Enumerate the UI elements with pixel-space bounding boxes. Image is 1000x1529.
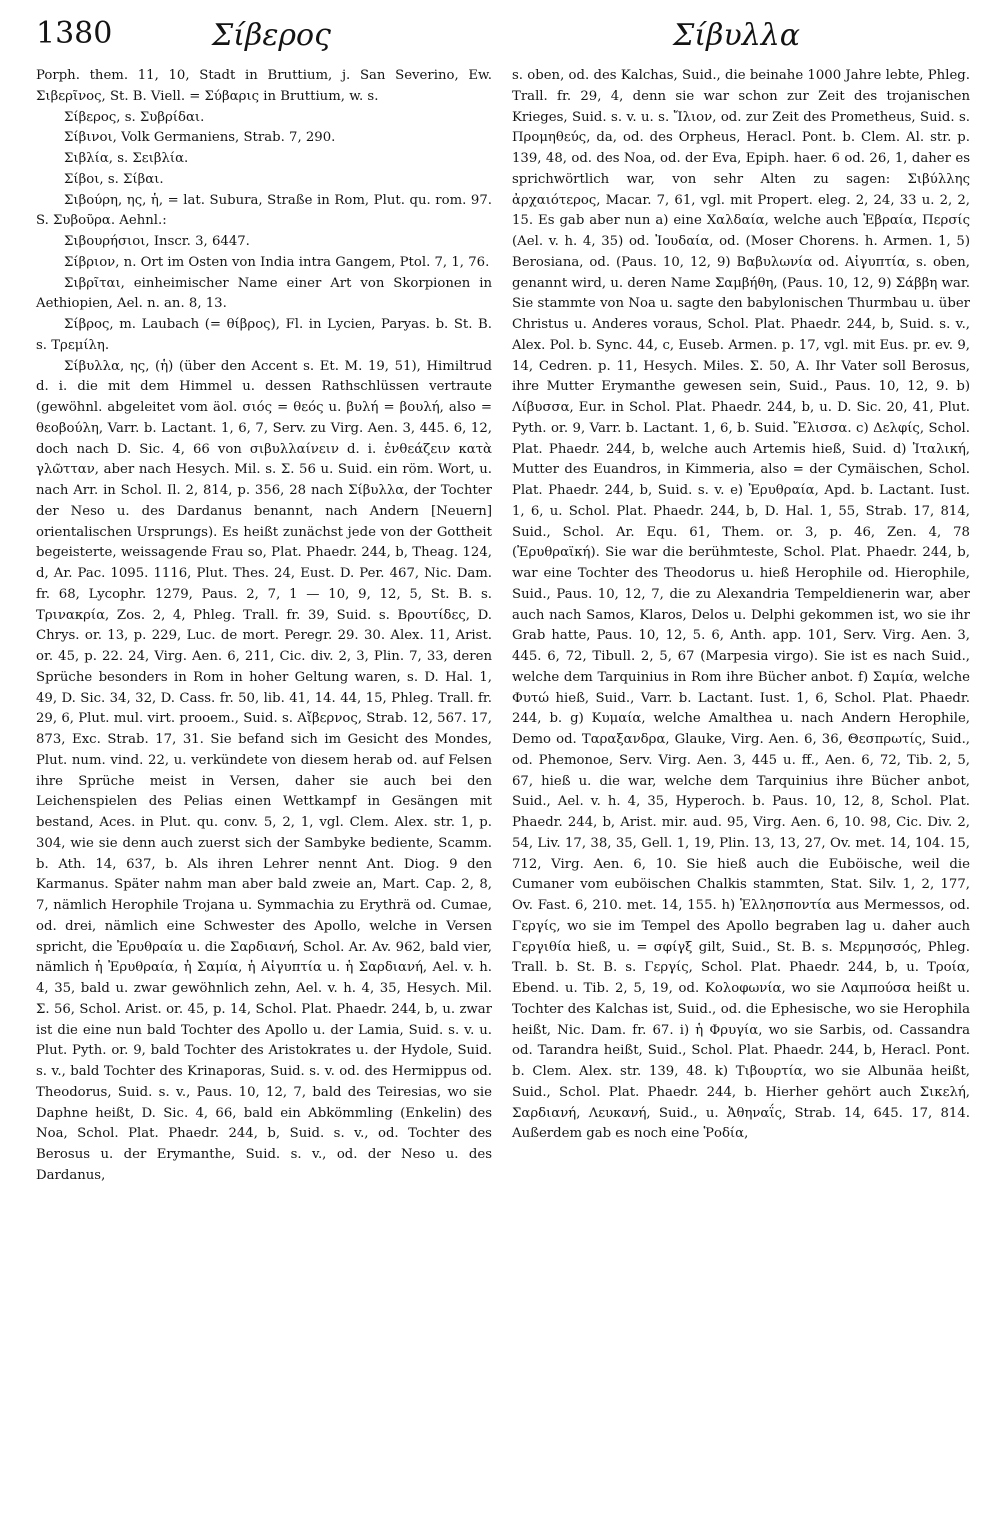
- right-column: [512, 66, 970, 1145]
- dictionary-entry: Σίβυλλα, ης, (ἡ) (über den Accent s. Et. M. 19, 51), Himiltrud d. i. die mit dem Himmel u. dessen Rathschlüssen vertraute (gewöhnl. abgeleitet vom äol. σιός = θεός u. βυλή = βουλή, also = θεοβούλη, Varr. b. Lactant. 1, 6, 7, Serv. zu Virg. Aen. 3, 445. 6, 12, doch nach D. Sic. 4, 66 von σιβυλλαίνειν d. i. ἐνθεάζειν κατὰ γλῶτταν, aber nach Hesych. Mil. s. Σ. 56 u. Suid. ein röm. Wort, u. nach Arr. in Schol. Il. 2, 814, p. 356, 28 nach Σίβυλλα, der Tochter der Neso u. des Dardanus benannt, nach Andern [Neuern] orientalischen Ursprungs). Es heißt zunächst jede von der Gottheit begeisterte, weissagende Frau so, Plat. Phaedr. 244, b, Theag. 124, d, Ar. Pac. 1095. 1116, Plut. Thes. 24, Eust. D. Per. 467, Nic. Dam. fr. 68, Lycophr. 1279, Paus. 2, 7, 1 — 10, 9, 12, 5, St. B. s. Τρινακρία, Zos. 2, 4, Phleg. Trall. fr. 39, Suid. s. Βρουτίδες, D. Chrys. or. 13, p. 229, Luc. de mort. Peregr. 29. 30. Alex. 11, Arist. or. 45, p. 22. 24, Virg. Aen. 6, 211, Cic. div. 2, 3, Plin. 7, 33, deren Sprüche besonders in Rom in hoher Geltung waren, s. D. Hal. 1, 49, D. Sic. 34, 32, D. Cass. fr. 50, lib. 41, 14. 44, 15, Phleg. Trall. fr. 29, 6, Plut. mul. virt. prooem., Suid. s. Αἴβερνος, Strab. 12, 567. 17, 873, Exc. Strab. 17, 31. Sie befand sich im Gesicht des Mondes, Plut. num. vind. 22, u. verkündete von diesem herab od. auf Felsen ihre Sprüche meist in Versen, daher sie auch bei den Leichenspielen des Pelias einen Wettkampf in Gesängen mit bestand, Aces. in Plut. qu. conv. 5, 2, 1, vgl. Clem. Alex. str. 1, p. 304, wie sie denn auch zuerst sich der Sambyke bediente, Scamm. b. Ath. 14, 637, b. Als ihren Lehrer nennt Ant. Diog. 9 den Karmanus. Später nahm man aber bald zweie an, Mart. Cap. 2, 8, 7, nämlich Herophile Trojana u. Symmachia zu Erythrä od. Cumae, od. drei, nämlich eine Schwester des Apollo, welche in Versen spricht, die Ἐρυθραία u. die Σαρδιανή, Schol. Ar. Av. 962, bald vier, nämlich ἡ Ἐρυθραία, ἡ Σαμία, ἡ Αἰγυπτία u. ἡ Σαρδιανή, Ael. v. h. 4, 35, bald u. zwar gewöhnlich zehn, Ael. v. h. 4, 35, Hesych. Mil. Σ. 56, Schol. Arist. or. 45, p. 14, Schol. Plat. Phaedr. 244, b, u. zwar ist die eine nun bald Tochter des Apollo u. der Lamia, Suid. s. v. u. Plut. Pyth. or. 9, bald Tochter des Aristokrates u. der Hydole, Suid. s. v., bald Tochter des Krinaporas, Suid. s. v. od. des Hermippus od. Theodorus, Suid. s. v., Paus. 10, 12, 7, bald des Teiresias, wo sie Daphne heißt, D. Sic. 4, 66, bald ein Abkömmling (Enkelin) des Noa, Schol. Plat. Phaedr. 244, b, Suid. s. v., od. Tochter des Berosus u. der Erymanthe, Suid. s. v., od. der Neso u. des Dardanus,: [36, 358, 492, 1183]
- left-running-head: Σίβερος: [212, 18, 331, 53]
- dictionary-entry: Σίβινοι, Volk Germaniens, Strab. 7, 290.: [64, 130, 336, 146]
- dictionary-entry: Σιβούρη, ης, ἡ, = lat. Subura, Straße in Rom, Plut. qu. rom. 97. S. Συβοῦρα. Aehnl.:: [36, 192, 492, 229]
- left-column: [36, 66, 492, 1187]
- dictionary-entry: Σιβουρήσιοι, Inscr. 3, 6447.: [64, 234, 250, 249]
- dictionary-entry: Σίβερος, s. Συβρίδαι.: [64, 109, 205, 125]
- dictionary-entry: Σίβοι, s. Σίβαι.: [64, 171, 164, 187]
- dictionary-entry: Σίβριον, n. Ort im Osten von India intra Gangem, Ptol. 7, 1, 76.: [64, 254, 490, 270]
- right-running-head: Σίβυλλα: [673, 18, 800, 53]
- entry-continuation: Porph. them. 11, 10, Stadt in Bruttium, j. San Severino, Ew. Σιβερῖνος, St. B. Viell. = Σύβαρις in Bruttium, w. s.: [36, 68, 492, 104]
- dictionary-entry: Σίβρος, m. Laubach (= θίβρος), Fl. in Lycien, Paryas. b. St. B. s. Τρεμίλη.: [36, 317, 492, 353]
- entry-continuation: s. oben, od. des Kalchas, Suid., die beinahe 1000 Jahre lebte, Phleg. Trall. fr. 29, 4, denn sie war schon zur Zeit des trojanischen Krieges, Suid. s. v. u. s. Ἴλιον, od. zur Zeit des Prometheus, Suid. s. Προμηθεύς, da, od. des Orpheus, Heracl. Pont. b. Clem. Al. str. p. 139, 48, od. des Noa, od. der Eva, Epiph. haer. 6 od. 26, 1, daher es sprichwörtlich war, von sehr Alten zu sagen: Σιβύλλης ἀρχαιότερος, Macar. 7, 61, vgl. mit Propert. eleg. 2, 24, 33 u. 2, 2, 15. Es gab aber nun a) eine Χαλδαία, welche auch Ἑβραία, Περσίς (Ael. v. h. 4, 35) od. Ἰουδαία, od. (Moser Chorens. h. Armen. 1, 5) Berosiana, od. (Paus. 10, 12, 9) Βαβυλωνία od. Αἰγυπτία, s. oben, genannt wird, u. deren Name Σαμβήθη, (Paus. 10, 12, 9) Σάββη war. Sie stammte von Noa u. sagte den babylonischen Thurmbau u. über Christus u. Anderes voraus, Schol. Plat. Phaedr. 244, b, Suid. s. v., Alex. Pol. b. Sync. 44, c, Euseb. Armen. p. 17, vgl. mit Eus. pr. ev. 9, 14, Cedren. p. 11, Hesych. Miles. Σ. 50, A. Ihr Vater soll Berosus, ihre Mutter Erymanthe gewesen sein, Suid., Paus. 10, 12, 9. b) Λίβυσσα, Eur. in Schol. Plat. Phaedr. 244, b, u. D. Sic. 20, 41, Plut. Pyth. or. 9, Varr. b. Lactant. 1, 6, b. Suid. Ἔλισσα. c) Δελφίς, Schol. Plat. Phaedr. 244, b, welche auch Artemis hieß, Suid. d) Ἰταλική, Mutter des Euandros, in Kimmeria, also = der Cymäischen, Schol. Plat. Phaedr. 244, b, Suid. s. v. e) Ἐρυθραία, Apd. b. Lactant. Iust. 1, 6, u. Schol. Plat. Phaedr. 244, b, D. Hal. 1, 55, Strab. 17, 814, Suid., Schol. Ar. Equ. 61, Them. or. 3, p. 46, Zen. 4, 78 (Ἐρυθραϊκή). Sie war die berühmteste, Schol. Plat. Phaedr. 244, b, war eine Tochter des Theodorus u. hieß Herophile od. Hierophile, Suid., Paus. 10, 12, 7, die zu Alexandria Tempeldienerin war, aber auch nach Samos, Klaros, Delos u. Delphi gekommen ist, wo sie ihr Grab hatte, Paus. 10, 12, 5. 6, Anth. app. 101, Serv. Virg. Aen. 3, 445. 6, 72, Tibull. 2, 5, 67 (Marpesia virgo). Sie ist es nach Suid., welche dem Tarquinius in Rom ihre Bücher anbot. f) Σαμία, welche Φυτώ hieß, Suid., Varr. b. Lactant. Iust. 1, 6, Schol. Plat. Phaedr. 244, b. g) Κυμαία, welche Amalthea u. nach Andern Herophile, Demo od. Ταραξανδρα, Glauke, Virg. Aen. 6, 36, Θεσπρωτίς, Suid., od. Phemonoe, Serv. Virg. Aen. 3, 445 u. ff., Aen. 6, 72, Tib. 2, 5, 67, hieß u. die war, welche dem Tarquinius ihre Bücher anbot, Suid., Ael. v. h. 4, 35, Hyperoch. b. Paus. 10, 12, 8, Schol. Plat. Phaedr. 244, b, Arist. mir. aud. 95, Virg. Aen. 6, 10. 98, Cic. Div. 2, 54, Liv. 17, 38, 35, Gell. 1, 19, Plin. 13, 13, 27, Ov. met. 14, 104. 15, 712, Virg. Aen. 6, 10. Sie hieß auch die Euböische, weil die Cumaner vom euböischen Chalkis stammten, Stat. Silv. 1, 2, 177, Ov. Fast. 6, 210. met. 14, 155. h) Ἑλλησποντία aus Mermessos, od. Γεργίς, wo sie im Tempel des Apollo begraben lag u. daher auch Γεργιθία hieß, u. = σφίγξ gilt, Suid., St. B. s. Μερμησσός, Phleg. Trall. b. St. B. s. Γεργίς, Schol. Plat. Phaedr. 244, b, u. Τροία, Ebend. u. Tib. 2, 5, 19, od. Κολοφωνία, wo sie Λαμπούσα heißt u. Tochter des Kalchas ist, Suid., od. die Ephesische, wo sie Herophila heißt, Nic. Dam. fr. 67. i) ἡ Φρυγία, wo sie Sarbis, od. Cassandra od. Tarandra heißt, Suid., Schol. Plat. Phaedr. 244, b, Heracl. Pont. b. Clem. Alex. str. 139, 48. k) Τιβουρτία, wo sie Albunäa heißt, Suid., Schol. Plat. Phaedr. 244, b. Hierher gehört auch Σικελή, Σαρδιανή, Λευκανή, Suid., u. Ἀθηναΐς, Strab. 14, 645. 17, 814. Außerdem gab es noch eine Ῥοδία,: [512, 68, 970, 1142]
- page-header: [36, 14, 976, 64]
- dictionary-entry: Σιβλία, s. Σειβλία.: [64, 151, 189, 166]
- dictionary-entry: Σιβρῖται, einheimischer Name einer Art von Skorpionen in Aethiopien, Ael. n. an. 8, 13.: [36, 275, 492, 312]
- page-number: 1380: [36, 16, 113, 51]
